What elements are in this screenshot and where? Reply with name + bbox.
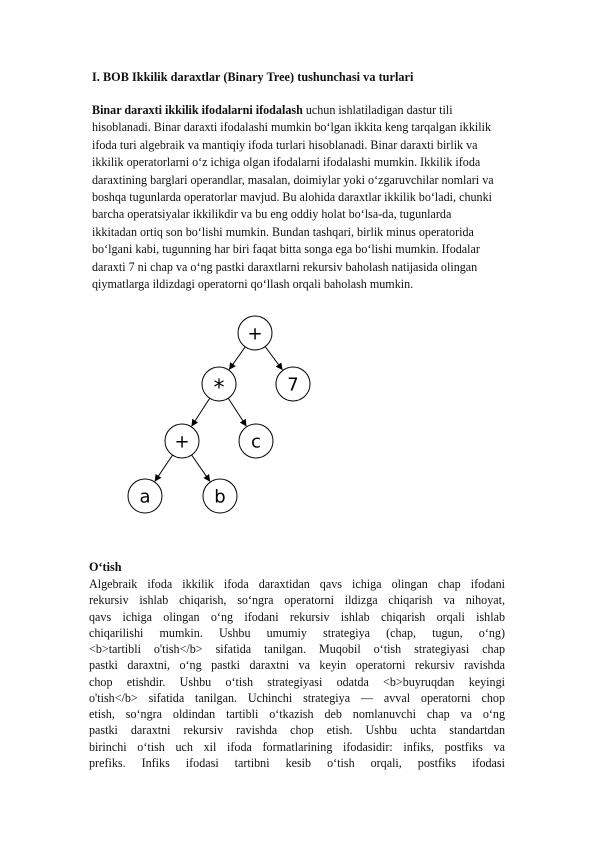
intro-line: hisoblanadi. Binar daraxti ifodalashi mumkin bo‘lgan ikkita keng tarqalgan ikkilik bbox=[92, 120, 492, 135]
intro-line: ikkilik operatorlarni o‘z ichiga olgan ifodalarni ifodalashi mumkin. Ikkilik ifoda bbox=[92, 155, 481, 170]
tree-node-label: + bbox=[174, 431, 190, 453]
intro-line: daraxtining barglari operandlar, masalan, doimiylar yoki o‘zgaruvchilar nomlari va bbox=[92, 172, 494, 187]
intro-line: qiymatlarga ildizdagi operatorni qo‘llash orqali baholash mumkin. bbox=[92, 277, 414, 292]
tree-node-plus_inner bbox=[165, 424, 199, 458]
traversal-line: pastki daraxtni rekursiv ravishda chop etish. Ushbu uchta standartdan bbox=[89, 723, 505, 738]
traversal-line: birinchi o‘tish uch xil ifoda formatlarining ifodasidir: infiks, postfiks va bbox=[89, 739, 505, 754]
tree-node-label: + bbox=[247, 323, 263, 345]
intro-line: boshqa tugunlarda operatorlar mavjud. Bu alohida daraxtlar ikkilik bo‘ladi, chunki bbox=[92, 190, 492, 205]
tree-edge-times-plus_inner bbox=[192, 398, 210, 426]
traversal-line: chop etishdir. Ushbu o‘tish strategiyasi odatda <b>buyruqdan keyingi bbox=[89, 674, 505, 689]
section-title-traversal: O‘tish bbox=[89, 560, 122, 574]
tree-edge-plus_inner-a bbox=[155, 455, 172, 481]
traversal-line: prefiks. Infiks ifodasi tartibni kesib o‘tish orqali, postfiks ifodasi bbox=[89, 755, 505, 770]
intro-line: barcha operatsiyalar ikkilikdir va bu eng oddiy holat bo‘lsa-da, tugunlarda bbox=[92, 207, 452, 222]
expression-tree-diagram bbox=[120, 312, 320, 517]
intro-line: bo‘lgani kabi, tugunning har biri faqat bitta songa ega bo‘lishi mumkin. Ifodalar bbox=[92, 242, 480, 257]
traversal-line: pastki daraxtni, o‘ng pastki daraxtni va keyin operatorni rekursiv ravishda bbox=[89, 658, 505, 673]
tree-node-label: 7 bbox=[287, 374, 299, 396]
traversal-line: Algebraik ifoda ikkilik ifoda daraxtidan qavs ichiga olingan chap ifodani bbox=[89, 577, 505, 591]
tree-node-times bbox=[202, 367, 236, 401]
traversal-line: <b>tartibli o'tish</b> sifatida tanilgan. Muqobil o‘tish strategiyasi chap bbox=[89, 642, 505, 656]
tree-edge-plus_root-seven bbox=[265, 347, 282, 370]
intro-line: ifoda turi algebraik va mantiqiy ifoda turlari hisoblanadi. Binar daraxti birlik va bbox=[92, 137, 478, 152]
tree-edge-plus_root-times bbox=[229, 347, 245, 369]
traversal-line: chiqarilishi mumkin. Ushbu umumiy strategiya (chap, tugun, o‘ng) bbox=[89, 625, 505, 640]
tree-node-seven bbox=[276, 367, 310, 401]
traversal-line: o'tish</b> sifatida tanilgan. Uchinchi strategiya — avval operatorni chop bbox=[89, 690, 505, 705]
intro-lead-bold: Binar daraxti ikkilik ifodalarni ifodalash bbox=[92, 103, 303, 117]
tree-edge-plus_inner-b bbox=[192, 455, 210, 481]
traversal-line: etish, so‘ngra oldindan tartibli o‘tkazish deb nomlanuvchi chap va o‘ng bbox=[89, 707, 505, 721]
tree-node-plus_root bbox=[238, 316, 272, 350]
intro-line-1: Binar daraxti ikkilik ifodalarni ifodalash uchun ishlatiladigan dastur tili bbox=[92, 103, 453, 117]
traversal-paragraph bbox=[89, 576, 505, 771]
intro-paragraph bbox=[92, 102, 562, 293]
traversal-line: rekursiv ishlab chiqarish, so‘ngra operatorni ildizga chiqarish va nihoyat, bbox=[89, 593, 505, 608]
tree-edge-times-c bbox=[228, 398, 246, 426]
tree-node-a bbox=[128, 479, 162, 513]
tree-node-c bbox=[239, 424, 273, 458]
tree-node-b bbox=[203, 479, 237, 513]
chapter-heading: I. BOB Ikkilik daraxtlar (Binary Tree) tushunchasi va turlari bbox=[92, 70, 414, 84]
tree-node-label: * bbox=[213, 376, 225, 401]
intro-line: daraxti 7 ni chap va o‘ng pastki daraxtlarni rekursiv baholash natijasida olingan bbox=[92, 259, 478, 274]
tree-node-label: c bbox=[251, 431, 261, 453]
tree-node-label: a bbox=[139, 486, 151, 508]
tree-node-label: b bbox=[214, 486, 226, 508]
traversal-line: qavs ichiga olingan o‘ng ifodani rekursiv ishlab chiqarish orqali ishlab bbox=[89, 609, 505, 624]
intro-line: ikkitadan ortiq son bo‘lishi mumkin. Bundan tashqari, birlik minus operatorida bbox=[92, 224, 474, 239]
